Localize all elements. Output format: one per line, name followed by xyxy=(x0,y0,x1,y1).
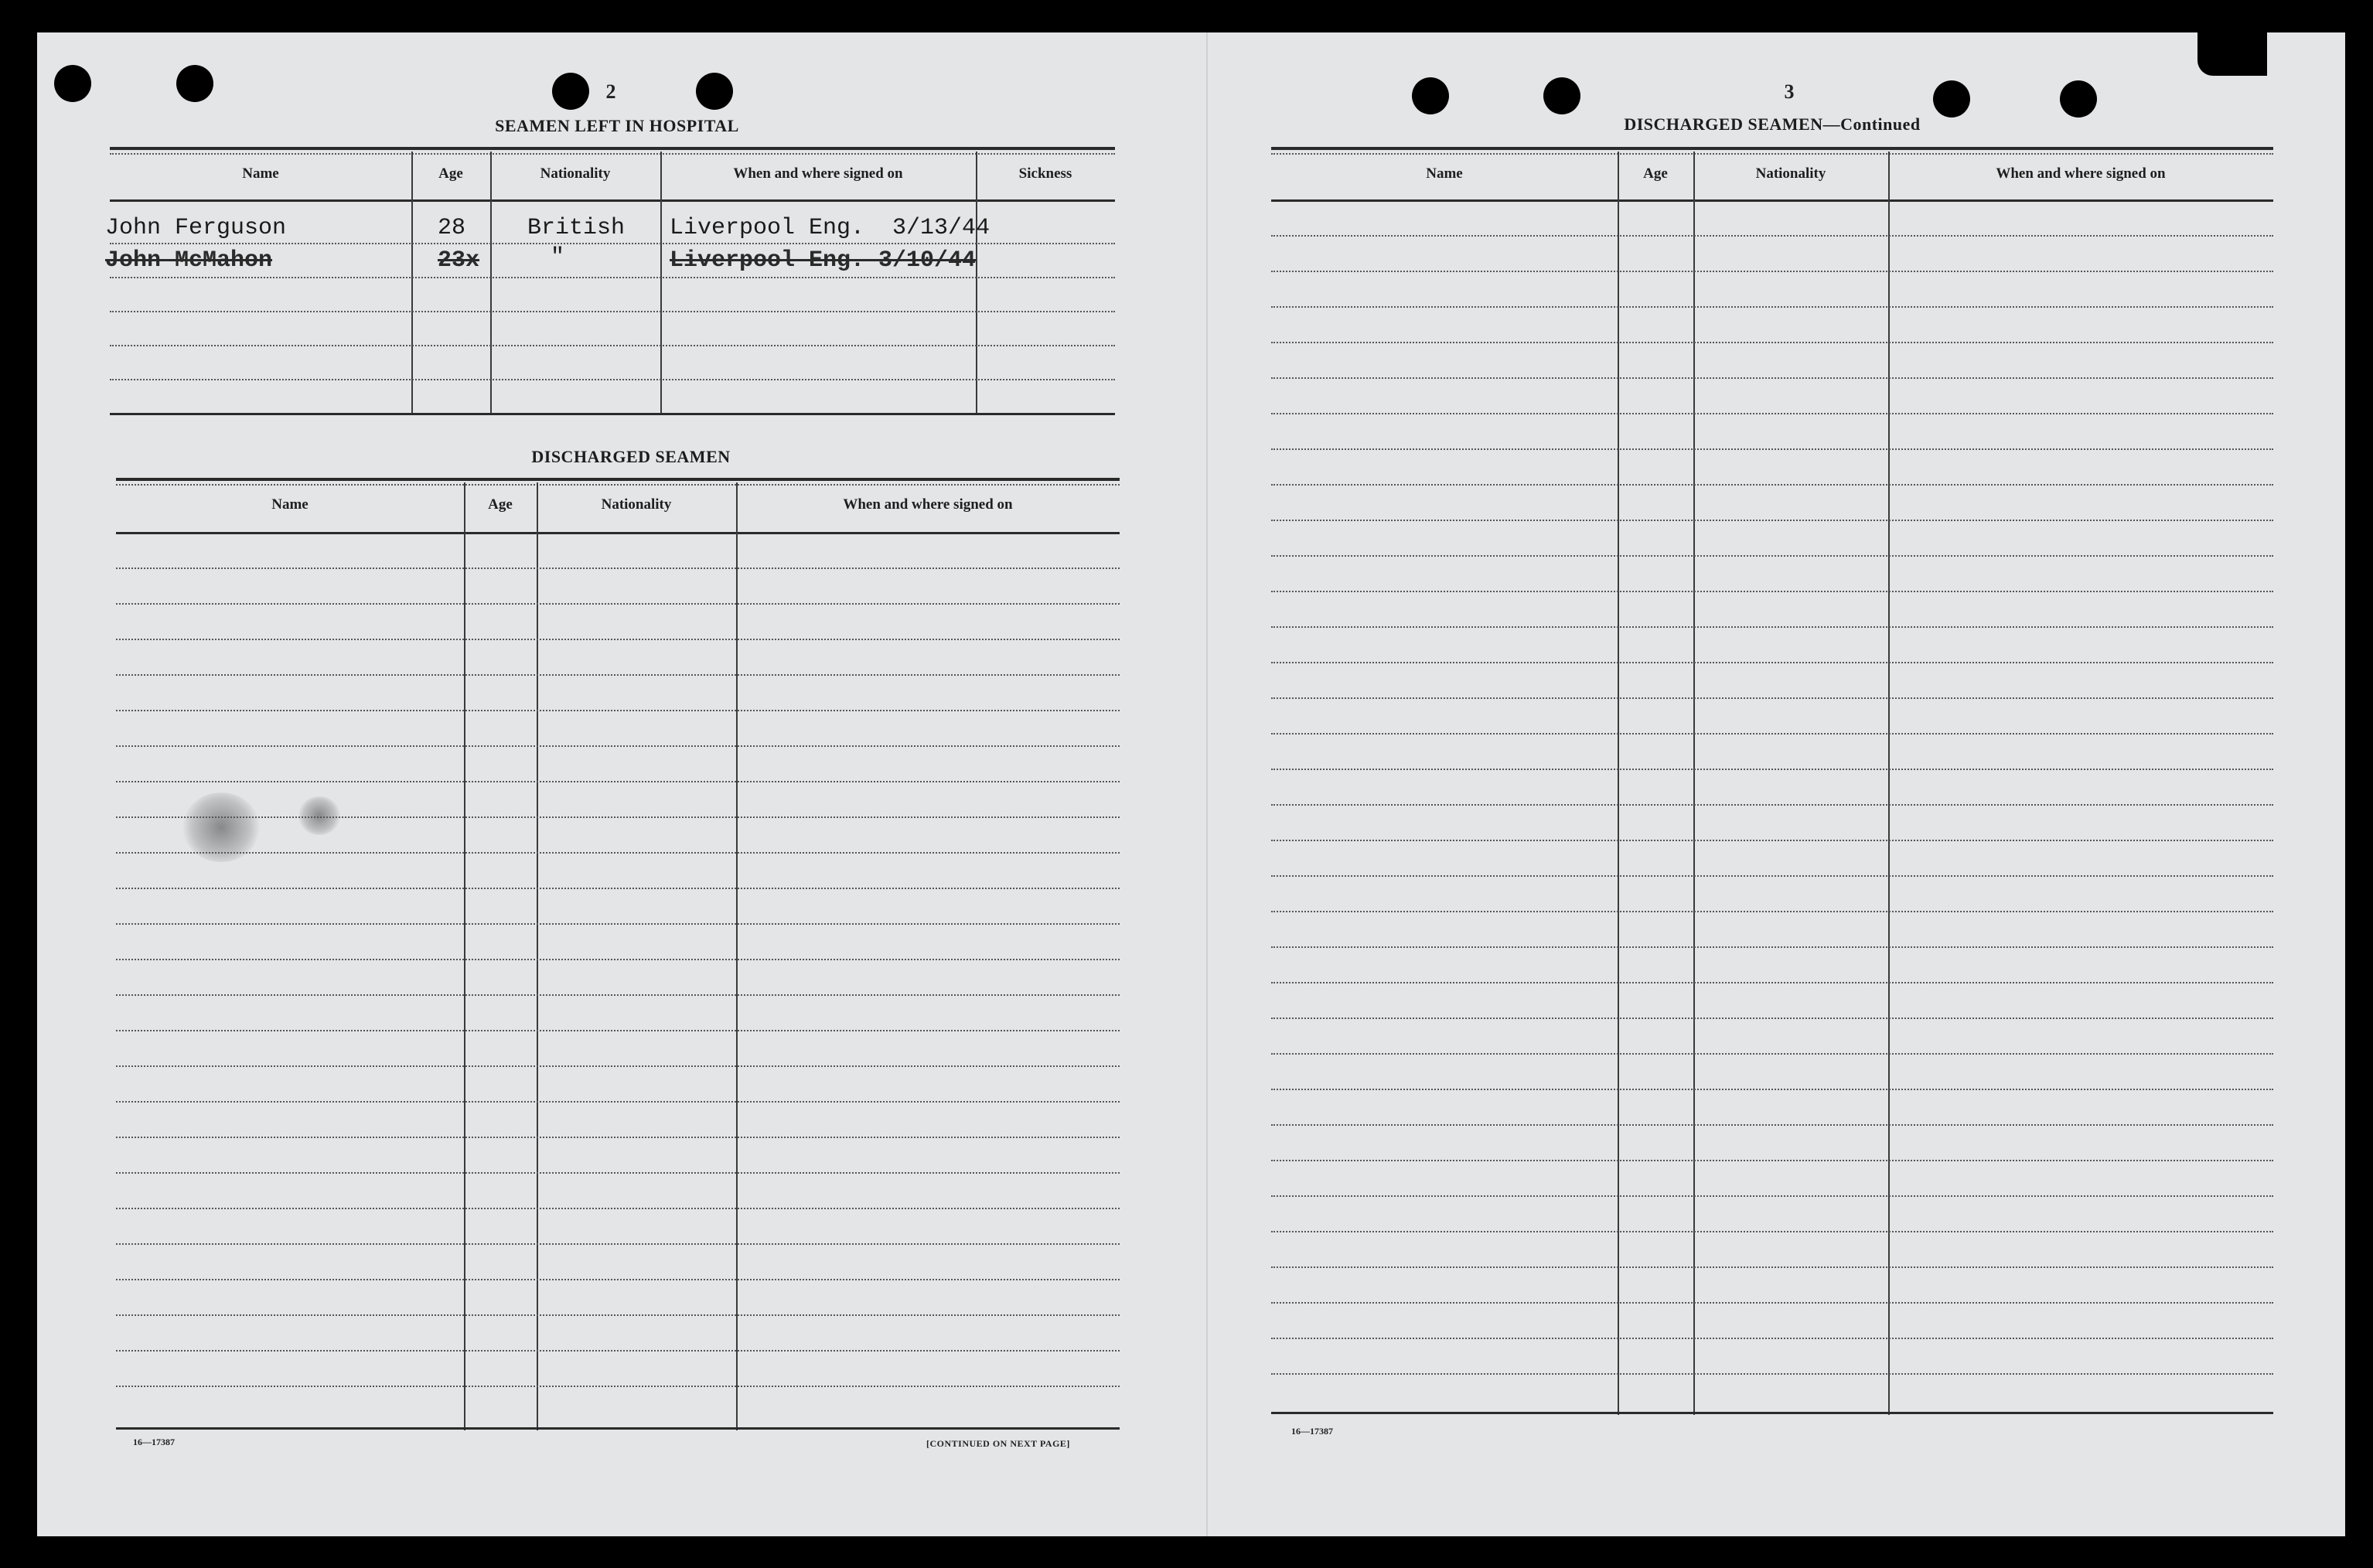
punch-hole xyxy=(1933,80,1970,118)
discharged-section-title: DISCHARGED SEAMEN xyxy=(531,447,731,466)
col-header-nationality: Nationality xyxy=(601,496,672,513)
punch-hole xyxy=(552,73,589,110)
col-header-age: Age xyxy=(488,496,513,513)
col-header-signed-on: When and where signed on xyxy=(733,165,903,182)
col-header-age: Age xyxy=(1643,165,1668,182)
torn-corner xyxy=(2197,32,2267,76)
table-row-name: John Ferguson xyxy=(105,215,287,241)
punch-hole xyxy=(176,65,213,102)
col-header-signed-on: When and where signed on xyxy=(843,496,1013,513)
table-row-signed-on: Liverpool Eng. 3/10/44 xyxy=(670,247,977,274)
discharged-table xyxy=(116,478,1120,1437)
punch-hole xyxy=(1412,77,1449,114)
page-fold xyxy=(1206,32,1208,1536)
col-header-age: Age xyxy=(438,165,463,182)
col-header-name: Name xyxy=(271,496,309,513)
col-header-name: Name xyxy=(1426,165,1463,182)
col-header-nationality: Nationality xyxy=(540,165,611,182)
punch-hole xyxy=(696,73,733,110)
table-row-nationality: " xyxy=(551,244,565,271)
col-header-nationality: Nationality xyxy=(1755,165,1826,182)
table-row-signed-on: Liverpool Eng. 3/13/44 xyxy=(670,215,990,241)
page-number: 3 xyxy=(1784,80,1795,103)
form-number: 16—17387 xyxy=(133,1437,175,1447)
table-row-nationality: British xyxy=(527,215,626,241)
discharged-continued-title: DISCHARGED SEAMEN—Continued xyxy=(1624,114,1921,134)
hospital-table xyxy=(105,147,1115,425)
col-header-sickness: Sickness xyxy=(1018,165,1072,182)
continued-note: [CONTINUED ON NEXT PAGE] xyxy=(926,1438,1070,1449)
col-header-name: Name xyxy=(242,165,279,182)
col-header-signed-on: When and where signed on xyxy=(1996,165,2166,182)
punch-hole xyxy=(54,65,91,102)
table-row-age: 28 xyxy=(438,215,466,241)
table-row-name: John McMahon xyxy=(105,247,273,274)
table-row-age: 23x xyxy=(438,247,480,274)
page-number: 2 xyxy=(605,80,616,103)
form-number: 16—17387 xyxy=(1291,1426,1333,1437)
hospital-section-title: SEAMEN LEFT IN HOSPITAL xyxy=(495,116,739,135)
discharged-continued-table xyxy=(1271,147,2273,1421)
punch-hole xyxy=(1543,77,1580,114)
punch-hole xyxy=(2060,80,2097,118)
